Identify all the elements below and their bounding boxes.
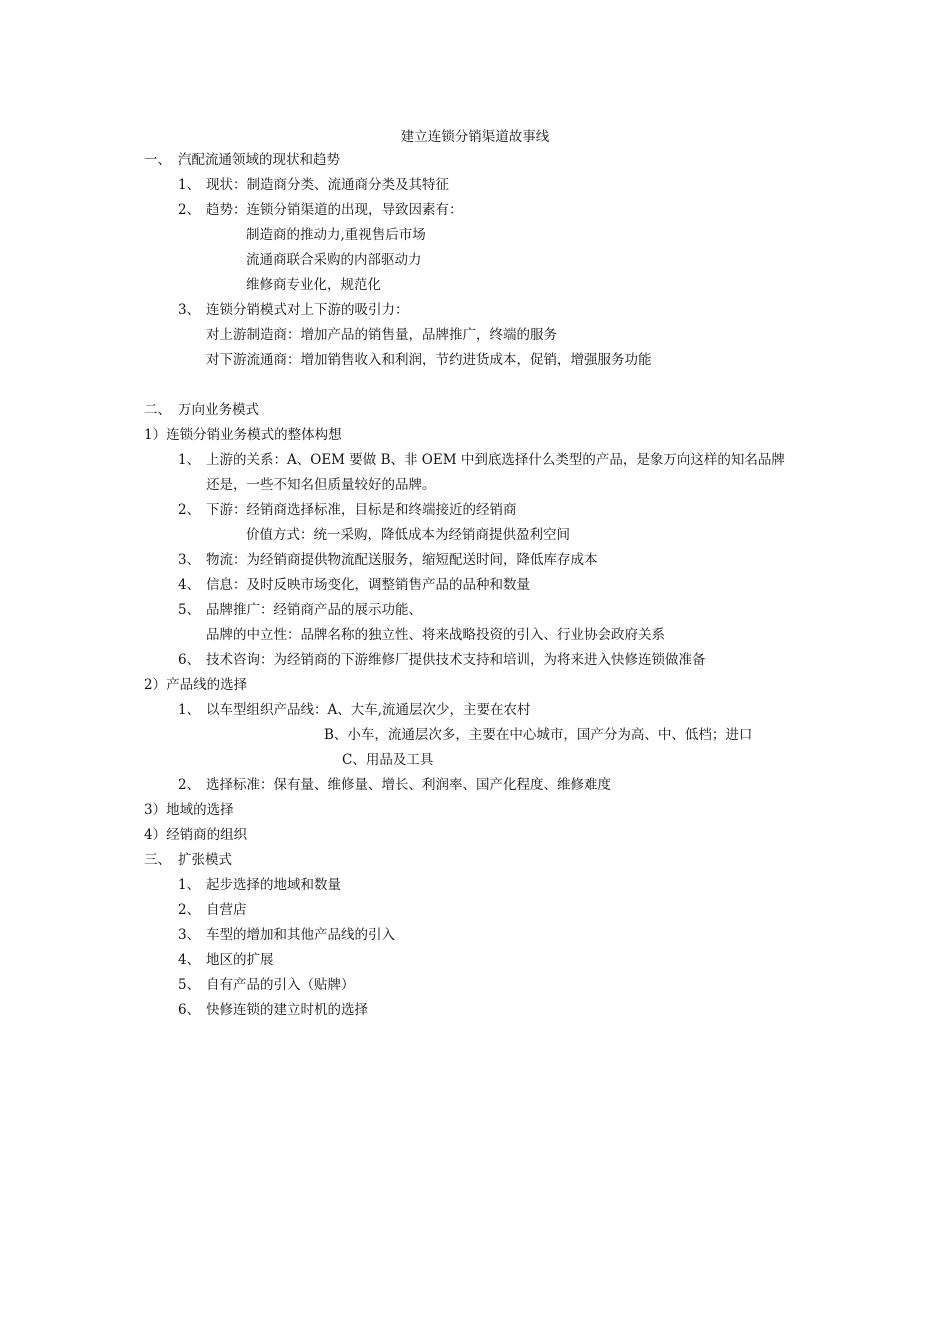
subsection-heading: 3）地域的选择 — [144, 802, 234, 818]
list-item: 车型的增加和其他产品线的引入 — [206, 927, 395, 943]
list-number: 1、 — [178, 177, 201, 193]
list-item: 现状：制造商分类、流通商分类及其特征 — [206, 177, 449, 193]
sub-item: 维修商专业化，规范化 — [246, 277, 381, 293]
document-title: 建立连锁分销渠道故事线 — [400, 129, 550, 145]
list-number: 1、 — [178, 452, 201, 468]
list-item: 下游：经销商选择标准，目标是和终端接近的经销商 — [206, 502, 517, 518]
list-item-continuation: 价值方式：统一采购，降低成本为经销商提供盈利空间 — [246, 527, 570, 543]
list-number: 6、 — [178, 652, 201, 668]
section-2-heading: 万向业务模式 — [178, 402, 259, 418]
list-item-continuation: 还是，一些不知名但质量较好的品牌。 — [206, 477, 436, 493]
list-number: 2、 — [178, 502, 201, 518]
list-item-continuation: 品牌的中立性：品牌名称的独立性、将来战略投资的引入、行业协会政府关系 — [206, 627, 665, 643]
list-item: 技术咨询：为经销商的下游维修厂提供技术支持和培训，为将来进入快修连锁做准备 — [206, 652, 706, 668]
sub-item: 制造商的推动力,重视售后市场 — [246, 227, 426, 243]
section-3-number: 三、 — [144, 852, 171, 868]
list-number: 3、 — [178, 302, 201, 318]
subsection-heading: 1）连锁分销业务模式的整体构想 — [144, 427, 342, 443]
list-item: 自营店 — [206, 902, 247, 918]
list-item: 上游的关系：A、OEM 要做 B、非 OEM 中到底选择什么类型的产品，是象万向这样的知名品牌 — [206, 452, 785, 468]
list-item-continuation: C、用品及工具 — [342, 752, 434, 768]
list-number: 5、 — [178, 977, 201, 993]
list-item: 信息：及时反映市场变化，调整销售产品的品种和数量 — [206, 577, 530, 593]
subsection-heading: 2）产品线的选择 — [144, 677, 248, 693]
list-item: 品牌推广：经销商产品的展示功能、 — [206, 602, 422, 618]
section-3-heading: 扩张模式 — [178, 852, 232, 868]
list-number: 1、 — [178, 877, 201, 893]
list-item: 自有产品的引入（贴牌） — [206, 977, 355, 993]
list-item: 连锁分销模式对上下游的吸引力： — [206, 302, 409, 318]
list-item: 趋势：连锁分销渠道的出现，导致因素有： — [206, 202, 463, 218]
list-number: 6、 — [178, 1002, 201, 1018]
sub-item: 流通商联合采购的内部驱动力 — [246, 252, 422, 268]
section-1-heading: 汽配流通领域的现状和趋势 — [178, 152, 340, 168]
list-item: 快修连锁的建立时机的选择 — [206, 1002, 368, 1018]
list-number: 2、 — [178, 202, 201, 218]
list-number: 4、 — [178, 577, 201, 593]
list-number: 5、 — [178, 602, 201, 618]
list-number: 1、 — [178, 702, 201, 718]
list-item: 选择标准：保有量、维修量、增长、利润率、国产化程度、维修难度 — [206, 777, 611, 793]
subsection-heading: 4）经销商的组织 — [144, 827, 248, 843]
sub-item: 对下游流通商：增加销售收入和利润，节约进货成本，促销，增强服务功能 — [206, 352, 652, 368]
list-number: 3、 — [178, 927, 201, 943]
section-2-number: 二、 — [144, 402, 171, 418]
list-number: 2、 — [178, 902, 201, 918]
list-item-continuation: B、小车，流通层次多，主要在中心城市，国产分为高、中、低档；进口 — [324, 727, 753, 743]
list-number: 2、 — [178, 777, 201, 793]
list-item: 地区的扩展 — [206, 952, 274, 968]
list-item: 起步选择的地域和数量 — [206, 877, 341, 893]
list-number: 4、 — [178, 952, 201, 968]
sub-item: 对上游制造商：增加产品的销售量，品牌推广，终端的服务 — [206, 327, 557, 343]
list-number: 3、 — [178, 552, 201, 568]
section-1-number: 一、 — [144, 152, 171, 168]
list-item: 物流：为经销商提供物流配送服务，缩短配送时间，降低库存成本 — [206, 552, 598, 568]
list-item: 以车型组织产品线：A、大车,流通层次少，主要在农村 — [206, 702, 531, 718]
